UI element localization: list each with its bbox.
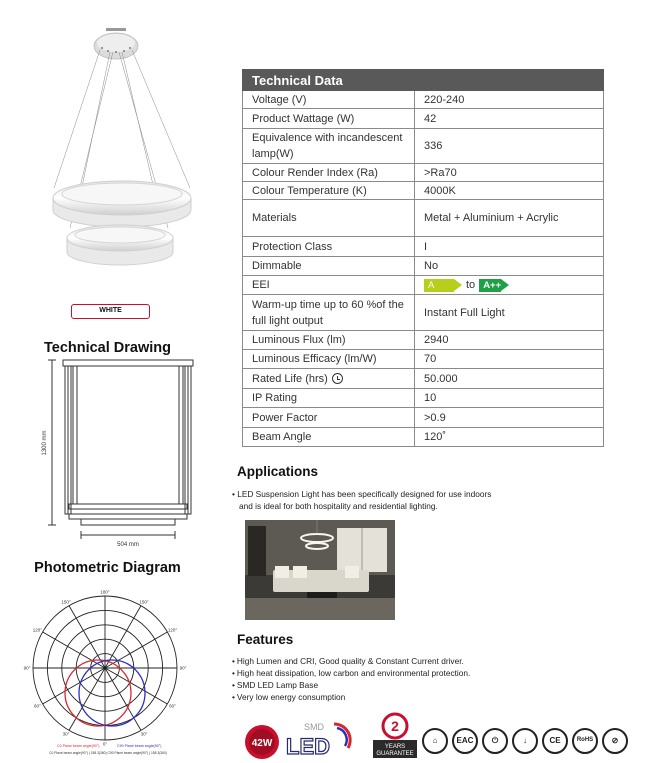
row-label: Warm-up time up to 60 %of the full light output (243, 295, 415, 331)
table-row (243, 389, 604, 408)
legend-c90: C90 Plane beam angle(90°) (117, 744, 162, 748)
table-row (243, 276, 604, 295)
row-value: 336 (415, 129, 604, 164)
list-item: • Very low energy consumption (232, 691, 470, 703)
row-value: >Ra70 (415, 164, 604, 182)
polar-angle-label: 120° (32, 627, 43, 633)
row-label: Luminous Efficacy (lm/W) (243, 350, 415, 369)
drawing-width-label: 504 mm (117, 542, 139, 548)
table-row (243, 428, 604, 447)
technical-drawing-title: Technical Drawing (43, 340, 172, 356)
wattage-badge (244, 724, 280, 760)
polar-angle-label: 90° (23, 665, 31, 671)
table-header: Technical Data (243, 70, 604, 91)
photometric-diagram (10, 583, 210, 761)
polar-angle-label: 150° (139, 599, 149, 605)
row-value: 2940 (415, 331, 604, 350)
row-value: 4000K (415, 182, 604, 200)
polar-angle-label: 150° (61, 599, 71, 605)
clock-icon (332, 373, 343, 384)
table-row (243, 350, 604, 369)
table-row (243, 129, 604, 164)
application-room-photo (245, 520, 395, 620)
warranty-badge (372, 712, 418, 760)
row-label: Product Wattage (W) (243, 109, 415, 129)
row-label: Rated Life (hrs) (252, 372, 328, 385)
row-label: IP Rating (243, 389, 415, 408)
bulb-icon: ⌂ (422, 728, 448, 754)
polar-angle-label: 90° (179, 665, 187, 671)
certification-row (242, 712, 637, 760)
applications-text: • LED Suspension Light has been specifically designed for use indoors and is ideal for both hospitality and residential lighting. (232, 488, 532, 512)
row-value: Instant Full Light (415, 295, 604, 331)
applications-line-1: LED Suspension Light has been specifically designed for use indoors (237, 489, 492, 499)
row-label-with-icon (243, 369, 415, 389)
eei-class-a-plus-plus-badge: A++ (479, 279, 501, 292)
eei-separator: to (466, 279, 476, 292)
led-label: LED (286, 734, 330, 759)
photometric-footnote: C0 Plane beam angle(90°) | 158.3(360) C90 Plane beam angle(90°) | 158.3(360) (49, 751, 167, 755)
weee-bin-icon: ⊘ (602, 728, 628, 754)
row-label: Voltage (V) (243, 91, 415, 109)
table-row (243, 109, 604, 129)
polar-angle-label: 0° (102, 741, 108, 747)
row-value: I (415, 237, 604, 257)
features-list (232, 655, 470, 703)
row-label: Colour Temperature (K) (243, 182, 415, 200)
polar-angle-label: 30° (62, 731, 70, 737)
row-label: Protection Class (243, 237, 415, 257)
row-value: 120˚ (415, 428, 604, 447)
polar-angle-label: 60° (169, 703, 176, 709)
rohs-icon: RoHS (572, 728, 598, 754)
warranty-number: 2 (391, 718, 399, 734)
row-label: Dimmable (243, 257, 415, 276)
row-value: 70 (415, 350, 604, 369)
row-label: Equivalence with incandescent lamp(W) (243, 129, 415, 164)
row-label: Beam Angle (243, 428, 415, 447)
table-row (243, 331, 604, 350)
smd-led-logo (282, 718, 354, 760)
table-row (243, 182, 604, 200)
eac-icon: EAC (452, 728, 478, 754)
row-label: Luminous Flux (lm) (243, 331, 415, 350)
table-row (243, 91, 604, 109)
table-row (243, 164, 604, 182)
features-heading: Features (237, 632, 294, 647)
c0-curve (65, 660, 131, 726)
technical-data-table (242, 69, 604, 447)
photometric-title: Photometric Diagram (34, 560, 181, 576)
row-value: 220-240 (415, 91, 604, 109)
table-row (243, 200, 604, 237)
c90-curve (79, 660, 145, 726)
color-badge: WHITE (71, 304, 150, 319)
smd-label: SMD (304, 722, 324, 732)
table-row (243, 237, 604, 257)
row-label: Materials (243, 200, 415, 237)
polar-angle-label: 180° (100, 589, 110, 595)
row-value: >0.9 (415, 408, 604, 428)
warranty-line-1: YEARS (384, 744, 406, 750)
list-item: • High Lumen and CRI, Good quality & Constant Current driver. (232, 655, 470, 667)
list-item: • High heat dissipation, low carbon and environmental protection. (232, 667, 470, 679)
row-value: 10 (415, 389, 604, 408)
table-row (243, 369, 604, 389)
warranty-line-2: GUARANTEE (376, 751, 414, 757)
product-image (40, 28, 210, 278)
polar-angle-label: 30° (140, 731, 148, 737)
eco-icon: ↓ (512, 728, 538, 754)
row-label: EEI (243, 276, 415, 295)
no-dimming-icon: ⏻ (482, 728, 508, 754)
wattage-label: 42W (251, 738, 273, 749)
polar-angle-label: 60° (34, 703, 41, 709)
legend-c0: C0 Plane beam angle(90°) (57, 744, 100, 748)
eei-class-a-badge: A (424, 279, 454, 292)
table-row (243, 408, 604, 428)
row-value: Metal + Aluminium + Acrylic (415, 200, 604, 237)
eei-value (415, 276, 604, 295)
row-value: 42 (415, 109, 604, 129)
applications-heading: Applications (237, 464, 319, 479)
table-row (243, 257, 604, 276)
table-row (243, 295, 604, 331)
row-value: 50.000 (415, 369, 604, 389)
drawing-height-label: 1300 mm (42, 430, 48, 456)
ce-icon: CE (542, 728, 568, 754)
row-label: Colour Render Index (Ra) (243, 164, 415, 182)
technical-drawing (25, 355, 200, 555)
row-value: No (415, 257, 604, 276)
polar-angle-label: 120° (167, 627, 178, 633)
applications-line-2: and is ideal for both hospitality and residential lighting. (239, 501, 438, 511)
row-label: Power Factor (243, 408, 415, 428)
list-item: • SMD LED Lamp Base (232, 679, 470, 691)
